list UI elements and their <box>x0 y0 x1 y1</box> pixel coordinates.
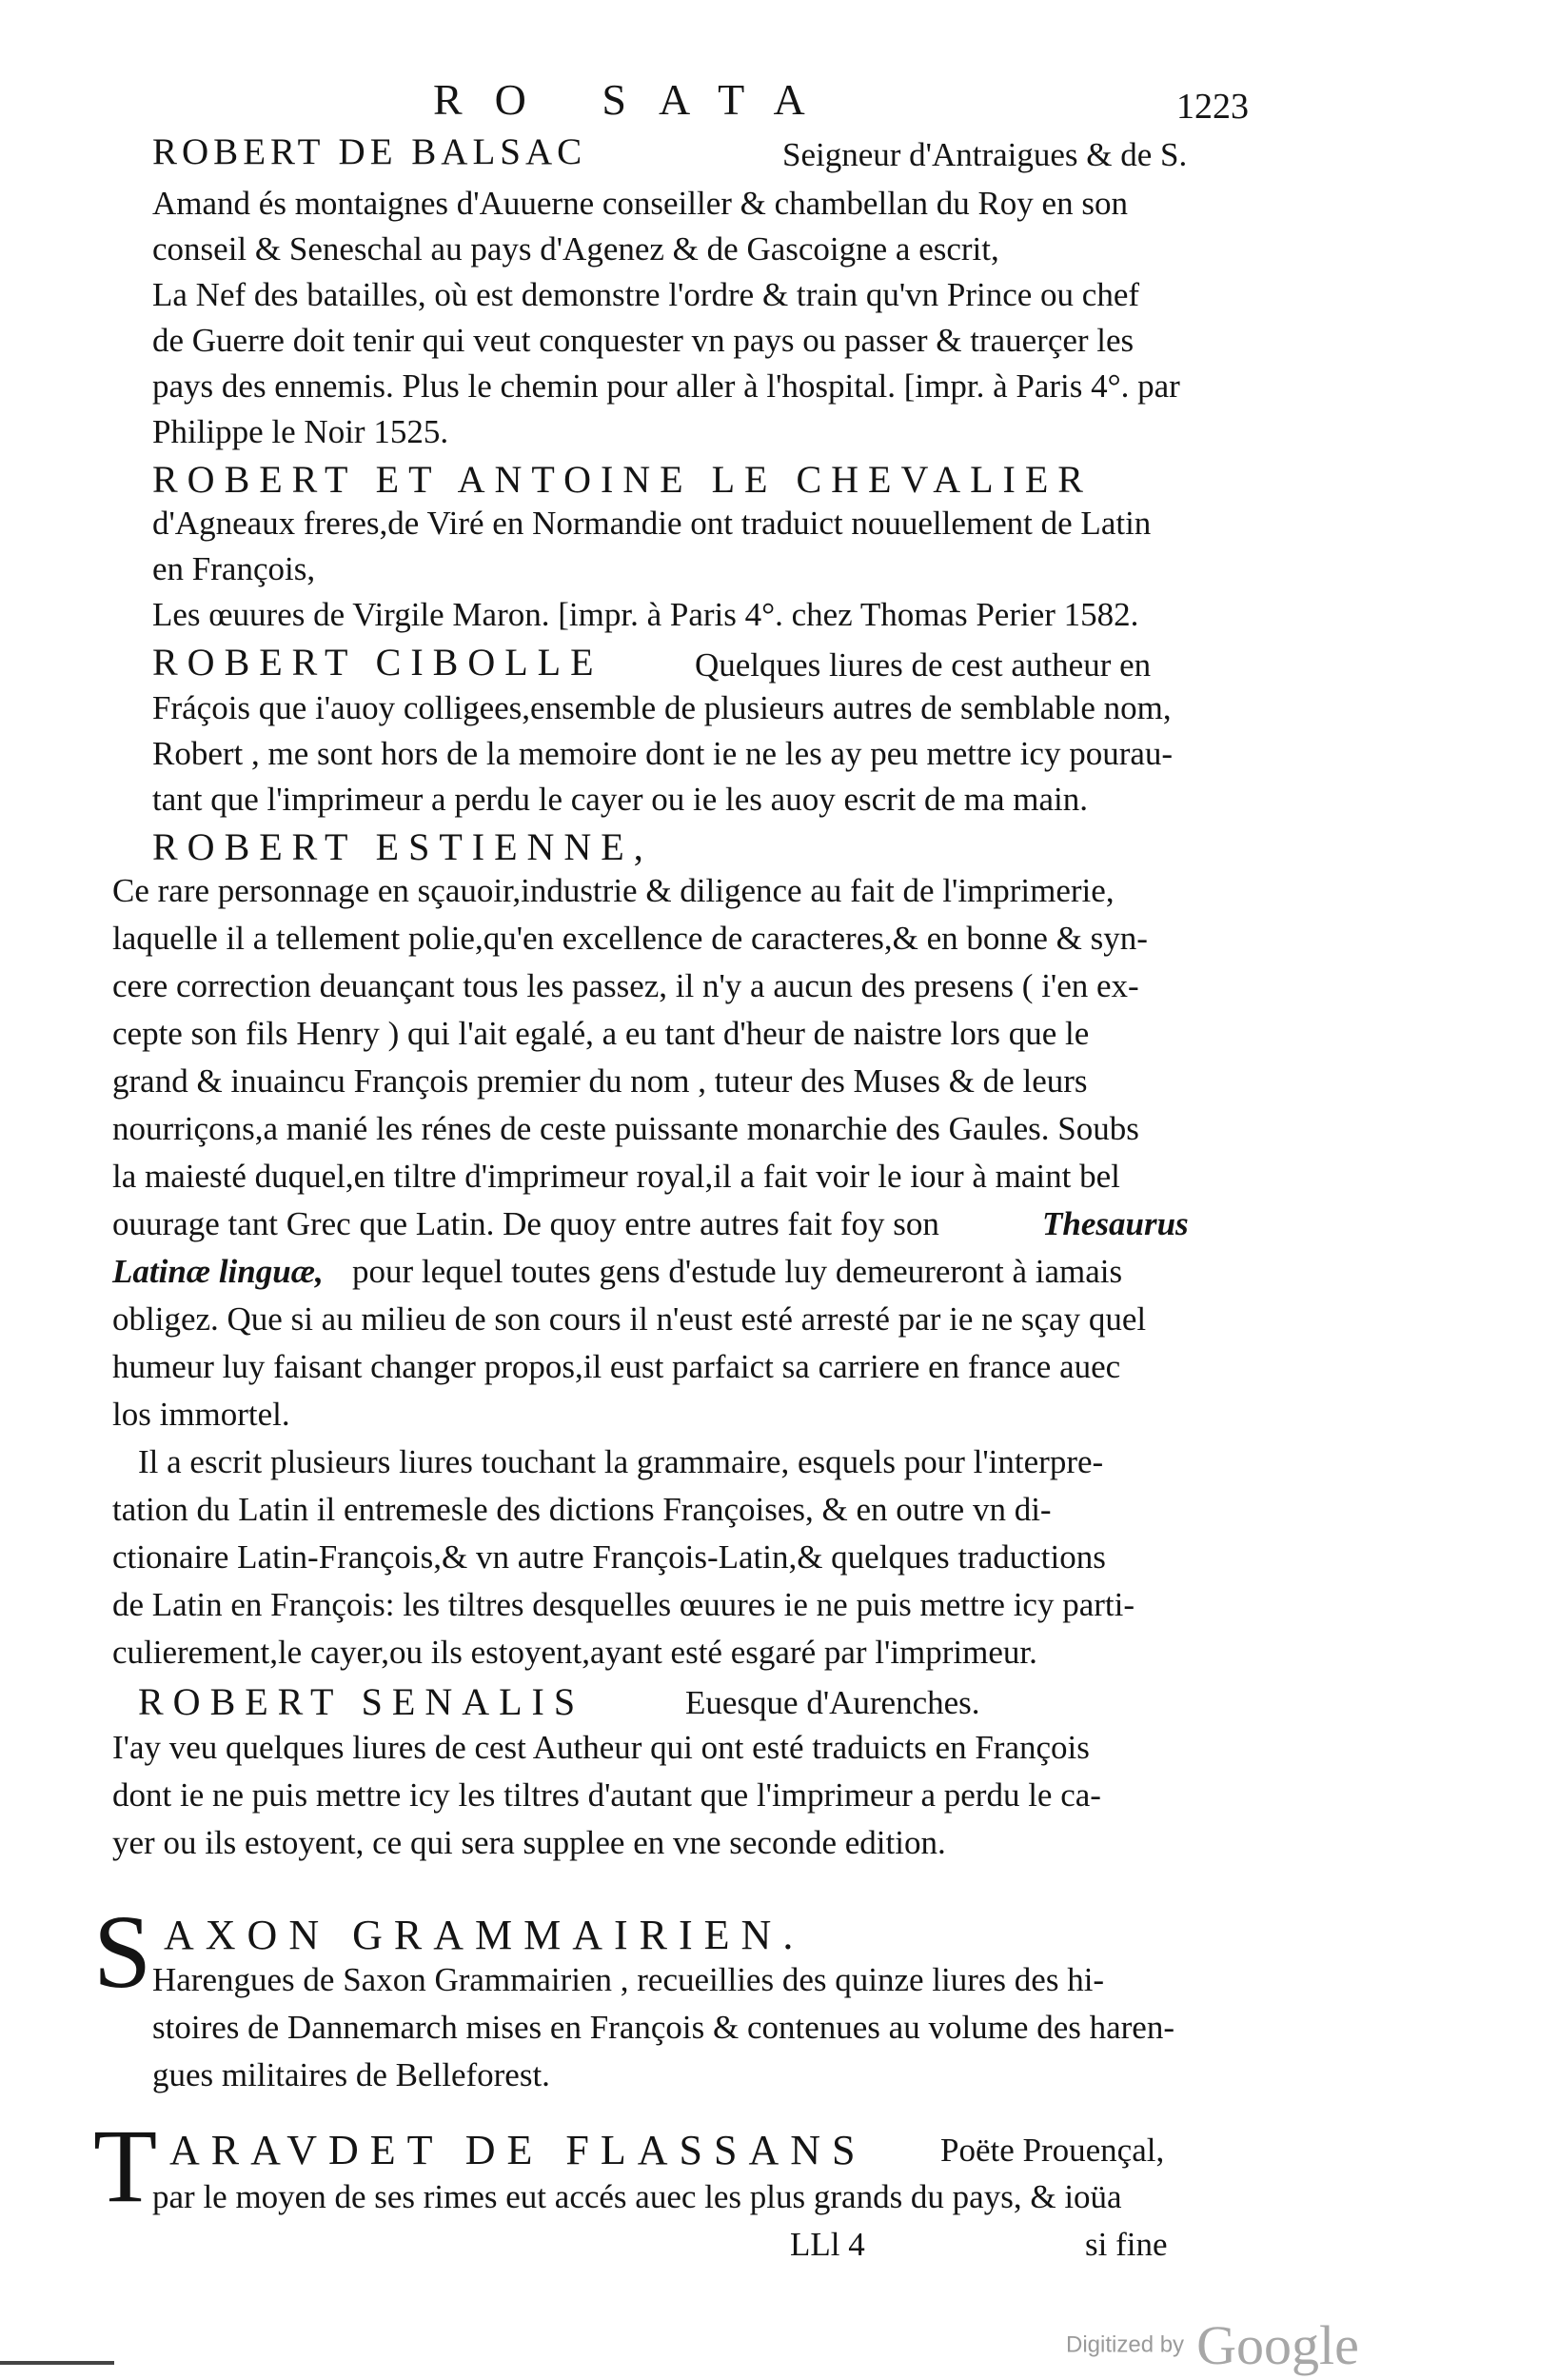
digitized-watermark <box>1066 2313 1359 2377</box>
entry-saxon-name: AXON GRAMMAIRIEN. <box>164 1912 805 1958</box>
running-head: RO SATA <box>433 75 838 124</box>
entry-estienne-name: ROBERT ESTIENNE, <box>152 825 653 868</box>
entry-senalis-title: Euesque d'Aurenches. <box>685 1684 980 1721</box>
entry-balsac-line-4: La Nef des batailles, où est demonstre l'ordre & train qu'vn Prince ou chef <box>152 276 1140 313</box>
bottom-scan-edge <box>0 2361 114 2365</box>
google-logo: Google <box>1196 2314 1359 2376</box>
digitized-label: Digitized by <box>1066 2331 1185 2358</box>
entry-chevalier-line-1: d'Agneaux freres,de Viré en Normandie ont traduict nouuellement de Latin <box>152 505 1152 542</box>
entry-estienne-line-1: Ce rare personnage en sçauoir,industrie & diligence au fait de l'imprimerie, <box>112 872 1115 909</box>
entry-estienne-line-10: obligez. Que si au milieu de son cours il n'eust esté arresté par ie ne sçay quel <box>112 1300 1147 1338</box>
page-number: 1223 <box>1176 87 1249 127</box>
entry-cibolle-line-3: Robert , me sont hors de la memoire dont ie ne les ay peu mettre icy pourau- <box>152 735 1174 772</box>
entry-senalis-line-1: I'ay veu quelques liures de cest Autheur qui ont esté traduicts en François <box>112 1729 1090 1766</box>
entry-cibolle-line-2: Fráçois que i'auoy colligees,ensemble de plusieurs autres de semblable nom, <box>152 689 1172 726</box>
entry-estienne-latinae-linguae: Latinæ linguæ, <box>112 1253 324 1290</box>
entry-estienne-line-12: los immortel. <box>112 1396 290 1433</box>
entry-cibolle-line-4: tant que l'imprimeur a perdu le cayer ou ie les auoy escrit de ma main. <box>152 781 1089 818</box>
entry-estienne-line-17: culierement,le cayer,ou ils estoyent,ayant esté esgaré par l'imprimeur. <box>112 1634 1037 1671</box>
entry-balsac-title: Seigneur d'Antraigues & de S. <box>782 136 1188 173</box>
entry-saxon-dropcap: S <box>93 1894 152 2010</box>
entry-estienne-line-9: pour lequel toutes gens d'estude luy demeureront à iamais <box>352 1253 1123 1290</box>
entry-estienne-line-13: Il a escrit plusieurs liures touchant la grammaire, esquels pour l'interpre- <box>138 1443 1104 1480</box>
entry-estienne-line-15: ctionaire Latin-François,& vn autre François-Latin,& quelques traductions <box>112 1538 1106 1576</box>
entry-cibolle-name: ROBERT CIBOLLE <box>152 641 603 684</box>
entry-balsac-line-7: Philippe le Noir 1525. <box>152 413 449 450</box>
entry-estienne-line-3: cere correction deuançant tous les passez, il n'y a aucun des presens ( i'en ex- <box>112 967 1139 1004</box>
entry-balsac-line-3: conseil & Seneschal au pays d'Agenez & de Gascoigne a escrit, <box>152 230 999 268</box>
entry-estienne-line-7: la maiesté duquel,en tiltre d'imprimeur royal,il a fait voir le iour à maint bel <box>112 1158 1120 1195</box>
signature-mark: LLl 4 <box>790 2226 865 2263</box>
entry-estienne-line-6: nourriçons,a manié les rénes de ceste puissante monarchie des Gaules. Soubs <box>112 1110 1139 1147</box>
entry-saxon-line-2: stoires de Dannemarch mises en François & contenues au volume des haren- <box>152 2009 1174 2046</box>
entry-balsac-line-5: de Guerre doit tenir qui veut conquester vn pays ou passer & trauerçer les <box>152 322 1135 359</box>
entry-cibolle-line-1: Quelques liures de cest autheur en <box>695 646 1152 684</box>
entry-estienne-line-4: cepte son fils Henry ) qui l'ait egalé, a eu tant d'heur de naistre lors que le <box>112 1015 1090 1052</box>
entry-senalis-name: ROBERT SENALIS <box>138 1680 585 1723</box>
entry-chevalier-name: ROBERT ET ANTOINE LE CHEVALIER <box>152 458 1093 501</box>
entry-estienne-line-16: de Latin en François: les tiltres desquelles œuures ie ne puis mettre icy parti- <box>112 1586 1135 1623</box>
entry-estienne-line-2: laquelle il a tellement polie,qu'en excellence de caracteres,& en bonne & syn- <box>112 920 1148 957</box>
entry-estienne-line-5: grand & inuaincu François premier du nom , tuteur des Muses & de leurs <box>112 1062 1088 1100</box>
entry-taravdet-title: Poëte Prouençal, <box>940 2132 1165 2169</box>
entry-saxon-line-3: gues militaires de Belleforest. <box>152 2056 550 2093</box>
catchword: si fine <box>1085 2226 1168 2263</box>
entry-taravdet-dropcap: T <box>93 2108 158 2224</box>
entry-taravdet-line-1: par le moyen de ses rimes eut accés auec les plus grands du pays, & ioüa <box>152 2178 1122 2215</box>
entry-chevalier-line-2: en François, <box>152 550 316 587</box>
entry-saxon-line-1: Harengues de Saxon Grammairien , recueillies des quinze liures des hi- <box>152 1961 1105 1998</box>
entry-balsac-line-2: Amand és montaignes d'Auuerne conseiller & chambellan du Roy en son <box>152 185 1128 222</box>
entry-senalis-line-2: dont ie ne puis mettre icy les tiltres d'autant que l'imprimeur a perdu le ca- <box>112 1776 1101 1814</box>
entry-estienne-thesaurus: Thesaurus <box>1042 1205 1189 1242</box>
entry-estienne-line-11: humeur luy faisant changer propos,il eust parfaict sa carriere en france auec <box>112 1348 1121 1385</box>
entry-balsac-line-6: pays des ennemis. Plus le chemin pour aller à l'hospital. [impr. à Paris 4°. par <box>152 367 1180 405</box>
entry-chevalier-line-3: Les œuures de Virgile Maron. [impr. à Paris 4°. chez Thomas Perier 1582. <box>152 596 1139 633</box>
entry-taravdet-name: ARAVDET DE FLASSANS <box>169 2127 867 2173</box>
entry-senalis-line-3: yer ou ils estoyent, ce qui sera supplee en vne seconde edition. <box>112 1824 946 1861</box>
entry-estienne-line-8: ouurage tant Grec que Latin. De quoy entre autres fait foy son <box>112 1205 939 1242</box>
entry-estienne-line-14: tation du Latin il entremesle des dictions Françoises, & en outre vn di- <box>112 1491 1052 1528</box>
entry-balsac-name: ROBERT DE BALSAC <box>152 131 587 172</box>
